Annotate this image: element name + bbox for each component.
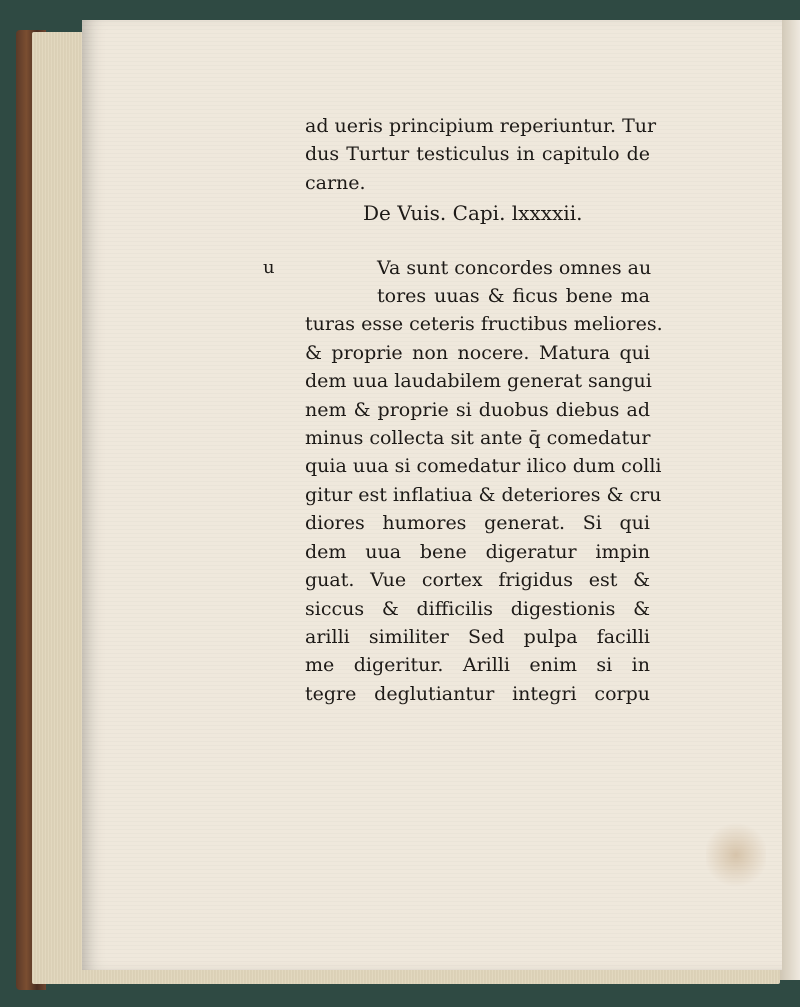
text-line: diores humores generat. Si qui [305, 512, 650, 535]
text-line: gitur est inflatiua & deteriores & cru [305, 483, 662, 506]
text-line: dus Turtur testiculus in capitulo de [305, 143, 650, 166]
text-line: arilli similiter Sed pulpa facilli [305, 625, 650, 648]
page-text [263, 112, 663, 708]
text-line: carne. [305, 171, 366, 194]
text-line: guat. Vue cortex frigidus est & [305, 569, 650, 592]
text-line: quia uua si comedatur ilico dum colli [305, 455, 662, 478]
text-line-content: Va sunt concordes omnes au [377, 256, 652, 279]
text-line: tores uuas & ficus bene ma [377, 285, 650, 308]
text-line: turas esse ceteris fructibus meliores. [305, 313, 663, 336]
text-line: nem & proprie si duobus diebus ad [305, 398, 650, 421]
paper-stain [706, 820, 766, 890]
text-line: minus collecta sit ante q̄ comedatur [305, 427, 651, 450]
text-line [263, 254, 652, 282]
text-line: & proprie non nocere. Matura qui [305, 341, 650, 364]
text-line: siccus & difficilis digestionis & [305, 597, 650, 620]
chapter-heading: De Vuis. Capi. lxxxxii. [363, 201, 583, 226]
guide-letter: u [263, 256, 275, 278]
text-line: dem uua bene digeratur impin [305, 540, 650, 563]
text-line: ad ueris principium reperiuntur. Tur [305, 115, 657, 137]
text-line: me digeritur. Arilli enim si in [305, 654, 650, 677]
text-line: tegre deglutiantur integri corpu [305, 682, 650, 705]
page-fore-edge [780, 20, 800, 980]
text-line: dem uua laudabilem generat sangui [305, 370, 652, 393]
